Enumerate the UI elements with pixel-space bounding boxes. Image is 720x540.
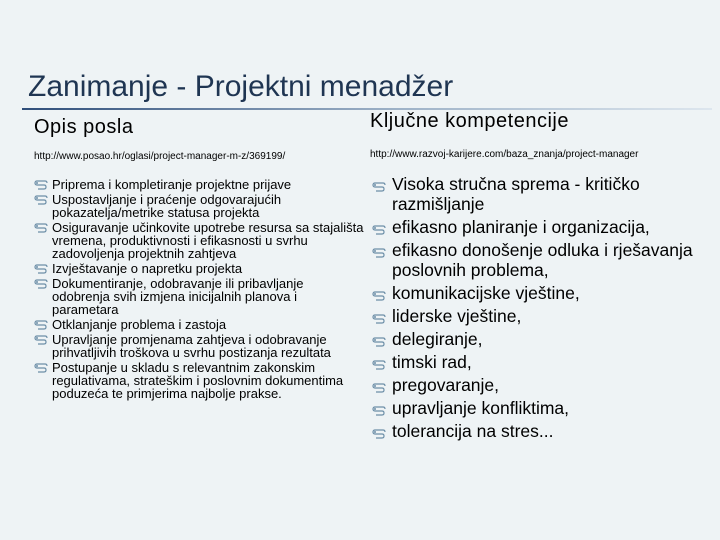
- scroll-bullet-icon: [34, 278, 48, 292]
- list-item: [370, 174, 710, 214]
- scroll-bullet-icon: [372, 378, 386, 398]
- list-item: [370, 283, 710, 303]
- list-item: [34, 318, 364, 331]
- job-description-source-url[interactable]: http://www.posao.hr/oglasi/project-manager-m-z/369199/: [34, 151, 286, 162]
- key-competencies-source-url[interactable]: http://www.razvoj-karijere.com/baza_znanja/project-manager: [370, 149, 639, 160]
- list-item: [370, 217, 710, 237]
- slide-title: Zanimanje - Projektni menadžer: [28, 70, 454, 103]
- scroll-bullet-icon: [372, 177, 386, 197]
- list-item-text: Izvještavanje o napretku projekta: [52, 261, 243, 276]
- list-item: [34, 333, 364, 359]
- list-item: [34, 262, 364, 275]
- job-description-heading: Opis posla: [34, 116, 134, 138]
- key-competencies-column: [370, 110, 710, 444]
- list-item-text: pregovaranje,: [392, 375, 500, 395]
- list-item: [34, 361, 364, 400]
- scroll-bullet-icon: [372, 424, 386, 444]
- list-item-text: tolerancija na stres...: [392, 421, 554, 441]
- scroll-bullet-icon: [372, 286, 386, 306]
- list-item: [370, 240, 710, 280]
- scroll-bullet-icon: [372, 243, 386, 263]
- list-item: [34, 193, 364, 219]
- list-item-text: Upravljanje promjenama zahtjeva i odobravanje prihvatljivih troškova u svrhu postizanja rezultata: [52, 332, 331, 360]
- scroll-bullet-icon: [372, 332, 386, 352]
- key-competencies-heading: Ključne kompetencije: [370, 110, 569, 132]
- list-item: [370, 352, 710, 372]
- list-item-text: liderske vještine,: [392, 306, 522, 326]
- list-item: [34, 178, 364, 191]
- list-item-text: efikasno donošenje odluka i rješavanja poslovnih problema,: [392, 240, 693, 280]
- list-item-text: komunikacijske vještine,: [392, 283, 580, 303]
- list-item-text: delegiranje,: [392, 329, 483, 349]
- list-item-text: Priprema i kompletiranje projektne prijave: [52, 177, 292, 192]
- list-item: [370, 398, 710, 418]
- job-description-list: [34, 178, 364, 400]
- list-item-text: Visoka stručna sprema - kritičko razmišljanje: [392, 174, 640, 214]
- list-item-text: efikasno planiranje i organizacija,: [392, 217, 650, 237]
- list-item-text: Osiguravanje učinkovite upotrebe resursa sa stajališta vremena, produktivnosti i efikasnosti u svrhu zadovoljenja projektnih zahtjeva: [52, 220, 364, 261]
- list-item: [370, 329, 710, 349]
- scroll-bullet-icon: [34, 362, 48, 376]
- job-description-column: [34, 114, 364, 402]
- list-item: [370, 421, 710, 441]
- list-item: [370, 306, 710, 326]
- scroll-bullet-icon: [34, 319, 48, 333]
- scroll-bullet-icon: [372, 401, 386, 421]
- scroll-bullet-icon: [34, 179, 48, 193]
- list-item-text: Otklanjanje problema i zastoja: [52, 317, 227, 332]
- scroll-bullet-icon: [372, 309, 386, 329]
- scroll-bullet-icon: [34, 263, 48, 277]
- list-item-text: upravljanje konfliktima,: [392, 398, 570, 418]
- scroll-bullet-icon: [372, 220, 386, 240]
- list-item: [34, 277, 364, 316]
- key-competencies-list: [370, 174, 710, 441]
- scroll-bullet-icon: [372, 355, 386, 375]
- list-item-text: Uspostavljanje i praćenje odgovarajućih pokazatelja/metrike statusa projekta: [52, 192, 282, 220]
- list-item-text: Dokumentiranje, odobravanje ili pribavljanje odobrenja svih izmjena inicijalnih planova i parametara: [52, 276, 304, 317]
- scroll-bullet-icon: [34, 194, 48, 208]
- scroll-bullet-icon: [34, 334, 48, 348]
- list-item-text: timski rad,: [392, 352, 472, 372]
- scroll-bullet-icon: [34, 222, 48, 236]
- list-item-text: Postupanje u skladu s relevantnim zakonskim regulativama, strateškim i poslovnim dokumentima poduzeća te primjerima najbolje prakse.: [52, 360, 344, 401]
- list-item: [370, 375, 710, 395]
- list-item: [34, 221, 364, 260]
